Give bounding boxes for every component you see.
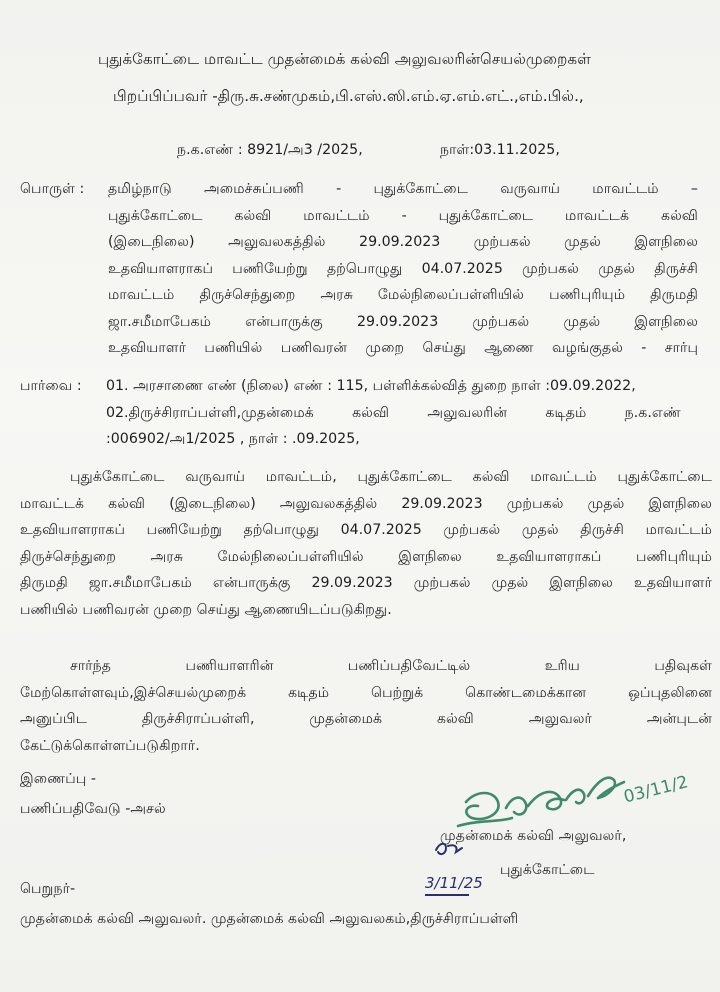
signatory-designation: முதன்மைக் கல்வி அலுவலர், <box>440 828 627 844</box>
subject-label: பொருள் : <box>20 181 85 197</box>
recipient-address: முதன்மைக் கல்வி அலுவலர். முதன்மைக் கல்வி அலுவலகம்,திருச்சிராப்பள்ளி <box>20 911 519 927</box>
handwritten-signature <box>448 760 708 860</box>
paragraph-line: பணியில் பணிவரன் முறை செய்து ஆணையிடப்படுகிறது. <box>20 601 392 618</box>
body-paragraph-1 <box>20 468 712 627</box>
paragraph-line: உதவியாளராகப் பணியேற்று தற்பொழுது 04.07.2025 முற்பகல் முதல் திருச்சி மாவட்டம் <box>20 522 712 538</box>
subject-line: உதவியாளராகப் பணியேற்று தற்பொழுது 04.07.2025 முற்பகல் முதல் திருச்சி <box>108 260 698 277</box>
reference-line-3: :006902/அ1/2025 , நாள் : .09.2025, <box>106 431 360 447</box>
reference-line: 02.திருச்சிராப்பள்ளி,முதன்மைக் கல்வி அலுவலரின் கடிதம் ந.க.எண் <box>106 405 681 421</box>
paragraph-line: அனுப்பிட திருச்சிராப்பள்ளி, முதன்மைக் கல்வி அலுவலர் அன்புடன் <box>20 711 712 727</box>
reference-line-1: 01. அரசாணை எண் (நிலை) எண் : 115, பள்ளிக்கல்வித் துறை நாள் :09.09.2022, <box>106 378 636 394</box>
subject-line: ஜா.சமீமாபேகம் என்பாருக்கு 29.09.2023 முற்பகல் முதல் இளநிலை <box>108 313 698 330</box>
subject-line: தமிழ்நாடு அமைச்சுப்பணி - புதுக்கோட்டை வருவாய் மாவட்டம் – <box>108 181 698 197</box>
subject-line: மாவட்டம் திருச்செந்துறை அரசு மேல்நிலைப்பள்ளியில் பணிபுரியும் திருமதி <box>108 287 698 303</box>
signatory-place: புதுக்கோட்டை <box>500 862 595 878</box>
header-title: புதுக்கோட்டை மாவட்ட முதன்மைக் கல்வி அலுவலரின்செயல்முறைகள் <box>98 50 591 68</box>
paragraph-line: கேட்டுக்கொள்ளப்படுகிறார். <box>20 737 200 754</box>
subject-line: உதவியாளர் பணியில் பணிவரன் முறை செய்து ஆணை வழங்குதல் - சார்பு <box>108 340 698 356</box>
paragraph-line: மாவட்டக் கல்வி (இடைநிலை) அலுவலகத்தில் 29.09.2023 முற்பகல் முதல் இளநிலை <box>20 495 712 512</box>
reference-line-2 <box>106 404 681 431</box>
initial-date-underline <box>425 894 469 896</box>
paragraph-line: மேற்கொள்ளவும்,இச்செயல்முறைக் கடிதம் பெற்றுக் கொண்டமைக்கான ஒப்புதலினை <box>20 684 712 701</box>
subject-line: புதுக்கோட்டை கல்வி மாவட்டம் - புதுக்கோட்டை மாவட்டக் கல்வி <box>108 207 698 224</box>
body-paragraph-2 <box>20 657 712 763</box>
initial-mark <box>432 838 472 862</box>
header-issuer: பிறப்பிப்பவர் -திரு.சு.சண்முகம்,பி.எஸ்.ஸி.எம்.ஏ.எம்.எட்.,எம்.பில்., <box>113 87 584 105</box>
reference-label: பார்வை : <box>20 378 82 394</box>
initial-date-note: 3/11/25 <box>425 874 483 892</box>
subject-text <box>108 180 698 366</box>
paragraph-line: புதுக்கோட்டை வருவாய் மாவட்டம், புதுக்கோட்டை கல்வி மாவட்டம் புதுக்கோட்டை <box>70 469 712 485</box>
signature-date: 03/11/2 <box>621 772 691 808</box>
paragraph-line: திருச்செந்துறை அரசு மேல்நிலைப்பள்ளியில் இளநிலை உதவியாளராகப் பணிபுரியும் <box>20 548 712 565</box>
letter-date: நாள்:03.11.2025, <box>440 142 560 158</box>
enclosure-label: இணைப்பு - <box>20 771 97 787</box>
paragraph-line: சார்ந்த பணியாளரின் பணிப்பதிவேட்டில் உரிய பதிவுகள் <box>70 658 712 674</box>
paragraph-line: திருமதி ஜா.சமீமாபேகம் என்பாருக்கு 29.09.2023 முற்பகல் முதல் இளநிலை உதவியாளர் <box>20 575 712 591</box>
reference-number: ந.க.எண் : 8921/அ3 /2025, <box>177 142 363 158</box>
subject-line: (இடைநிலை) அலுவலகத்தில் 29.09.2023 முற்பகல் முதல் இளநிலை <box>108 234 698 250</box>
recipient-label: பெறுநர்- <box>20 881 76 897</box>
enclosure-item: பணிப்பதிவேடு -அசல் <box>20 801 166 817</box>
